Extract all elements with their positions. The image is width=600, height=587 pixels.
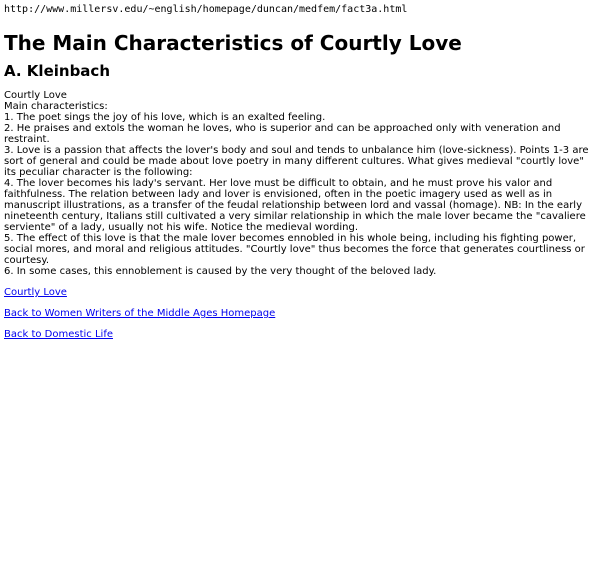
article-content <box>4 90 596 277</box>
author-name: A. Kleinbach <box>4 62 110 80</box>
page-url: http://www.millersv.edu/~english/homepage/duncan/medfem/fact3a.html <box>4 4 408 15</box>
characteristic-4: 4. The lover becomes his lady's servant. Her love must be difficult to obtain, and he must prove his valor and faithfulness. The relation between lady and lover is envisioned, often in the poetic imagery used as well as in manuscript illustrations, as a transfer of the feudal relationship between lord and vassal (homage). NB: In the early nineteenth century, Italians still cultivated a very similar relationship in which the male lover became the "cavaliere serviente" of a lady, usually not his wife. Notice the medieval wording. <box>4 178 589 233</box>
domestic-life-link[interactable]: Back to Domestic Life <box>4 329 113 340</box>
courtly-love-link[interactable]: Courtly Love <box>4 287 67 298</box>
navigation-links <box>4 287 596 350</box>
characteristic-3: 3. Love is a passion that affects the lover's body and soul and tends to unbalance him (love-sickness). Points 1-3 are sort of general and could be made about love poetry in many different cultures. What gives medieval "courtly love" its peculiar character is the following: <box>4 145 592 178</box>
content-line-heading: Courtly Love <box>4 90 67 101</box>
characteristic-2: 2. He praises and extols the woman he loves, who is superior and can be approached only with veneration and restraint. <box>4 123 564 145</box>
content-line-subheading: Main characteristics: <box>4 101 108 112</box>
characteristic-6: 6. In some cases, this ennoblement is caused by the very thought of the beloved lady. <box>4 266 437 277</box>
page-title: The Main Characteristics of Courtly Love <box>4 31 462 55</box>
women-writers-homepage-link[interactable]: Back to Women Writers of the Middle Ages Homepage <box>4 308 276 319</box>
characteristic-5: 5. The effect of this love is that the male lover becomes ennobled in his whole being, including his fighting power, social mores, and moral and religious attitudes. "Courtly love" thus becomes the force that generates courtliness or courtesy. <box>4 233 589 266</box>
characteristic-1: 1. The poet sings the joy of his love, which is an exalted feeling. <box>4 112 326 123</box>
